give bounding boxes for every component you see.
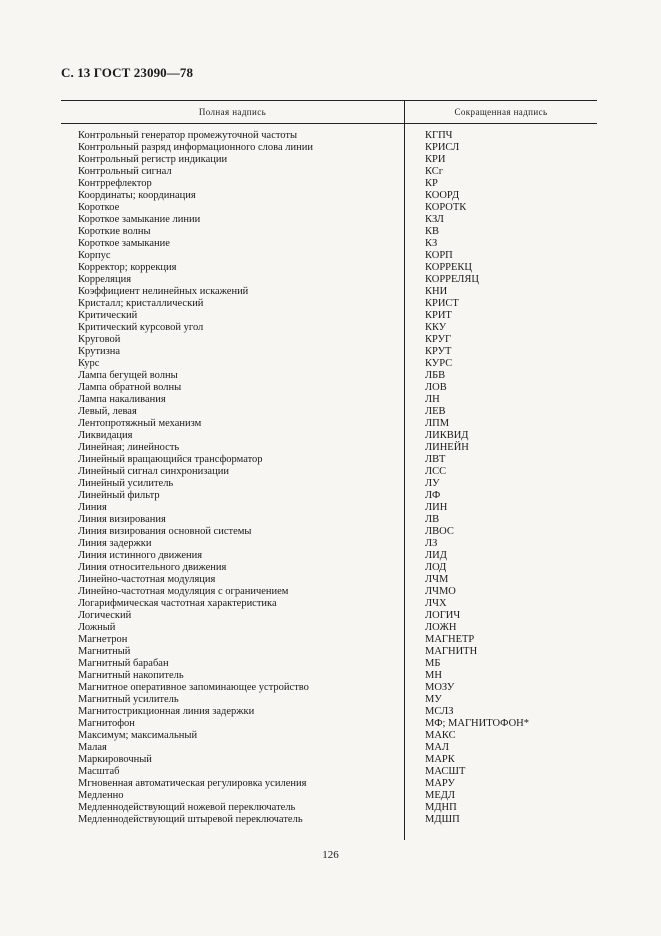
- short-caption-cell: КОРОТК: [425, 202, 467, 213]
- full-caption-cell: Контрольный разряд информационного слова линии: [78, 142, 313, 153]
- full-caption-cell: Лампа обратной волны: [78, 382, 182, 393]
- short-caption-cell: ЛЧХ: [425, 598, 447, 609]
- short-caption-cell: ЛОЖН: [425, 622, 457, 633]
- short-caption-cell: МАГНИТН: [425, 646, 478, 657]
- short-caption-cell: КРИ: [425, 154, 446, 165]
- table-row: [61, 670, 597, 682]
- table-row: [61, 634, 597, 646]
- full-caption-cell: Ложный: [78, 622, 116, 633]
- short-caption-cell: МН: [425, 670, 442, 681]
- table-row: [61, 514, 597, 526]
- table-row: [61, 286, 597, 298]
- table-row: [61, 646, 597, 658]
- table-row: [61, 658, 597, 670]
- table-row: [61, 274, 597, 286]
- table-header: [61, 100, 597, 124]
- table-row: [61, 130, 597, 142]
- short-caption-cell: ЛВ: [425, 514, 440, 525]
- table-row: [61, 214, 597, 226]
- short-caption-cell: МАЛ: [425, 742, 450, 753]
- full-caption-cell: Контрольный регистр индикации: [78, 154, 228, 165]
- table-row: [61, 742, 597, 754]
- short-caption-cell: ЛВОС: [425, 526, 454, 537]
- short-caption-cell: ЛПМ: [425, 418, 450, 429]
- short-caption-cell: ЛФ: [425, 490, 441, 501]
- table-row: [61, 682, 597, 694]
- table-row: [61, 694, 597, 706]
- full-caption-cell: Малая: [78, 742, 107, 753]
- table-row: [61, 586, 597, 598]
- full-caption-cell: Магнитный накопитель: [78, 670, 184, 681]
- full-caption-cell: Корпус: [78, 250, 111, 261]
- table-row: [61, 706, 597, 718]
- full-caption-cell: Линия визирования: [78, 514, 166, 525]
- short-caption-cell: МДНП: [425, 802, 457, 813]
- full-caption-cell: Логарифмическая частотная характеристика: [78, 598, 277, 609]
- short-caption-cell: КСг: [425, 166, 444, 177]
- column-header-full: Полная надпись: [61, 101, 405, 123]
- table-row: [61, 802, 597, 814]
- full-caption-cell: Кристалл; кристаллический: [78, 298, 204, 309]
- short-caption-cell: МАКС: [425, 730, 456, 741]
- table-row: [61, 610, 597, 622]
- table-row: [61, 538, 597, 550]
- short-caption-cell: МАРУ: [425, 778, 455, 789]
- full-caption-cell: Линия истинного движения: [78, 550, 203, 561]
- full-caption-cell: Координаты; координация: [78, 190, 196, 201]
- short-caption-cell: МСЛЗ: [425, 706, 454, 717]
- full-caption-cell: Короткое: [78, 202, 120, 213]
- short-caption-cell: ЛЧМ: [425, 574, 449, 585]
- full-caption-cell: Линия: [78, 502, 107, 513]
- table-row: [61, 478, 597, 490]
- table-body: [61, 130, 597, 826]
- full-caption-cell: Линия относительного движения: [78, 562, 227, 573]
- table-row: [61, 394, 597, 406]
- short-caption-cell: МАРК: [425, 754, 455, 765]
- short-caption-cell: КГПЧ: [425, 130, 453, 141]
- page-number: 126: [322, 849, 339, 861]
- full-caption-cell: Логический: [78, 610, 132, 621]
- table-row: [61, 310, 597, 322]
- full-caption-cell: Коэффициент нелинейных искажений: [78, 286, 249, 297]
- table-row: [61, 370, 597, 382]
- table-row: [61, 226, 597, 238]
- table-row: [61, 418, 597, 430]
- short-caption-cell: ЛОВ: [425, 382, 447, 393]
- short-caption-cell: ЛУ: [425, 478, 440, 489]
- table-row: [61, 154, 597, 166]
- short-caption-cell: ЛВТ: [425, 454, 446, 465]
- abbreviation-table: [61, 100, 597, 825]
- full-caption-cell: Линейная; линейность: [78, 442, 180, 453]
- short-caption-cell: КУРС: [425, 358, 453, 369]
- full-caption-cell: Магнитный барабан: [78, 658, 169, 669]
- page-title: С. 13 ГОСТ 23090—78: [61, 65, 194, 80]
- short-caption-cell: КРИСЛ: [425, 142, 460, 153]
- table-row: [61, 754, 597, 766]
- full-caption-cell: Критический курсовой угол: [78, 322, 204, 333]
- short-caption-cell: КЗ: [425, 238, 438, 249]
- full-caption-cell: Короткие волны: [78, 226, 151, 237]
- full-caption-cell: Магнетрон: [78, 634, 128, 645]
- short-caption-cell: МФ; МАГНИТОФОН*: [425, 718, 530, 729]
- short-caption-cell: КЗЛ: [425, 214, 444, 225]
- short-caption-cell: МДШП: [425, 814, 460, 825]
- table-row: [61, 262, 597, 274]
- short-caption-cell: ККУ: [425, 322, 447, 333]
- short-caption-cell: ЛОД: [425, 562, 447, 573]
- short-caption-cell: ЛИН: [425, 502, 448, 513]
- table-row: [61, 718, 597, 730]
- full-caption-cell: Круговой: [78, 334, 121, 345]
- table-row: [61, 622, 597, 634]
- short-caption-cell: МАГНЕТР: [425, 634, 475, 645]
- full-caption-cell: Ликвидация: [78, 430, 133, 441]
- table-row: [61, 466, 597, 478]
- full-caption-cell: Контрольный сигнал: [78, 166, 172, 177]
- table-row: [61, 814, 597, 826]
- table-row: [61, 178, 597, 190]
- full-caption-cell: Левый, левая: [78, 406, 137, 417]
- short-caption-cell: МАСШТ: [425, 766, 466, 777]
- full-caption-cell: Корректор; коррекция: [78, 262, 177, 273]
- short-caption-cell: КРИСТ: [425, 298, 459, 309]
- table-row: [61, 406, 597, 418]
- full-caption-cell: Линейный фильтр: [78, 490, 160, 501]
- table-row: [61, 202, 597, 214]
- table-row: [61, 358, 597, 370]
- table-row: [61, 250, 597, 262]
- full-caption-cell: Линейный сигнал синхронизации: [78, 466, 229, 477]
- short-caption-cell: МУ: [425, 694, 442, 705]
- short-caption-cell: МОЗУ: [425, 682, 455, 693]
- short-caption-cell: ЛИНЕЙН: [425, 442, 469, 453]
- full-caption-cell: Линейный вращающийся трансформатор: [78, 454, 263, 465]
- full-caption-cell: Лентопротяжный механизм: [78, 418, 202, 429]
- full-caption-cell: Мгновенная автоматическая регулировка усиления: [78, 778, 307, 789]
- full-caption-cell: Магнитный усилитель: [78, 694, 179, 705]
- full-caption-cell: Короткое замыкание: [78, 238, 170, 249]
- short-caption-cell: ЛБВ: [425, 370, 446, 381]
- full-caption-cell: Маркировочный: [78, 754, 152, 765]
- table-row: [61, 166, 597, 178]
- short-caption-cell: КОРП: [425, 250, 453, 261]
- short-caption-cell: МБ: [425, 658, 441, 669]
- table-row: [61, 454, 597, 466]
- short-caption-cell: КНИ: [425, 286, 448, 297]
- short-caption-cell: ЛЕВ: [425, 406, 446, 417]
- table-row: [61, 322, 597, 334]
- full-caption-cell: Контррефлектор: [78, 178, 152, 189]
- full-caption-cell: Линейно-частотная модуляция: [78, 574, 216, 585]
- short-caption-cell: ЛСС: [425, 466, 447, 477]
- table-row: [61, 562, 597, 574]
- short-caption-cell: КОРРЕКЦ: [425, 262, 473, 273]
- table-row: [61, 550, 597, 562]
- full-caption-cell: Магнитофон: [78, 718, 135, 729]
- full-caption-cell: Медленнодействующий ножевой переключатель: [78, 802, 296, 813]
- full-caption-cell: Линия задержки: [78, 538, 152, 549]
- full-caption-cell: Медленно: [78, 790, 124, 801]
- table-row: [61, 490, 597, 502]
- table-row: [61, 442, 597, 454]
- short-caption-cell: КОРРЕЛЯЦ: [425, 274, 479, 285]
- short-caption-cell: КРУГ: [425, 334, 452, 345]
- short-caption-cell: ЛЧМО: [425, 586, 456, 597]
- table-row: [61, 790, 597, 802]
- short-caption-cell: ЛОГИЧ: [425, 610, 461, 621]
- table-row: [61, 190, 597, 202]
- column-header-short: Сокращенная надпись: [454, 107, 548, 117]
- short-caption-cell: ЛИКВИД: [425, 430, 469, 441]
- short-caption-cell: КРИТ: [425, 310, 452, 321]
- short-caption-cell: КРУТ: [425, 346, 452, 357]
- full-caption-cell: Лампа бегущей волны: [78, 370, 178, 381]
- full-caption-cell: Крутизна: [78, 346, 120, 357]
- full-caption-cell: Короткое замыкание линии: [78, 214, 201, 225]
- full-caption-cell: Магнитострикционная линия задержки: [78, 706, 255, 717]
- short-caption-cell: КР: [425, 178, 438, 189]
- full-caption-cell: Магнитное оперативное запоминающее устройство: [78, 682, 309, 693]
- table-row: [61, 766, 597, 778]
- table-row: [61, 346, 597, 358]
- table-row: [61, 502, 597, 514]
- table-row: [61, 730, 597, 742]
- table-row: [61, 430, 597, 442]
- short-caption-cell: ЛИД: [425, 550, 447, 561]
- full-caption-cell: Критический: [78, 310, 138, 321]
- full-caption-cell: Магнитный: [78, 646, 131, 657]
- short-caption-cell: ЛН: [425, 394, 440, 405]
- full-caption-cell: Линия визирования основной системы: [78, 526, 252, 537]
- table-row: [61, 238, 597, 250]
- table-row: [61, 526, 597, 538]
- short-caption-cell: КВ: [425, 226, 440, 237]
- table-row: [61, 574, 597, 586]
- table-row: [61, 334, 597, 346]
- table-row: [61, 382, 597, 394]
- table-row: [61, 598, 597, 610]
- full-caption-cell: Корреляция: [78, 274, 132, 285]
- short-caption-cell: КООРД: [425, 190, 460, 201]
- table-row: [61, 298, 597, 310]
- full-caption-cell: Масштаб: [78, 766, 120, 777]
- full-caption-cell: Контрольный генератор промежуточной частоты: [78, 130, 298, 141]
- short-caption-cell: МЕДЛ: [425, 790, 456, 801]
- full-caption-cell: Линейный усилитель: [78, 478, 174, 489]
- full-caption-cell: Максимум; максимальный: [78, 730, 198, 741]
- full-caption-cell: Курс: [78, 358, 100, 369]
- full-caption-cell: Линейно-частотная модуляция с ограничением: [78, 586, 289, 597]
- full-caption-cell: Лампа накаливания: [78, 394, 166, 405]
- short-caption-cell: ЛЗ: [425, 538, 438, 549]
- full-caption-cell: Медленнодействующий штыревой переключатель: [78, 814, 303, 825]
- table-row: [61, 142, 597, 154]
- table-row: [61, 778, 597, 790]
